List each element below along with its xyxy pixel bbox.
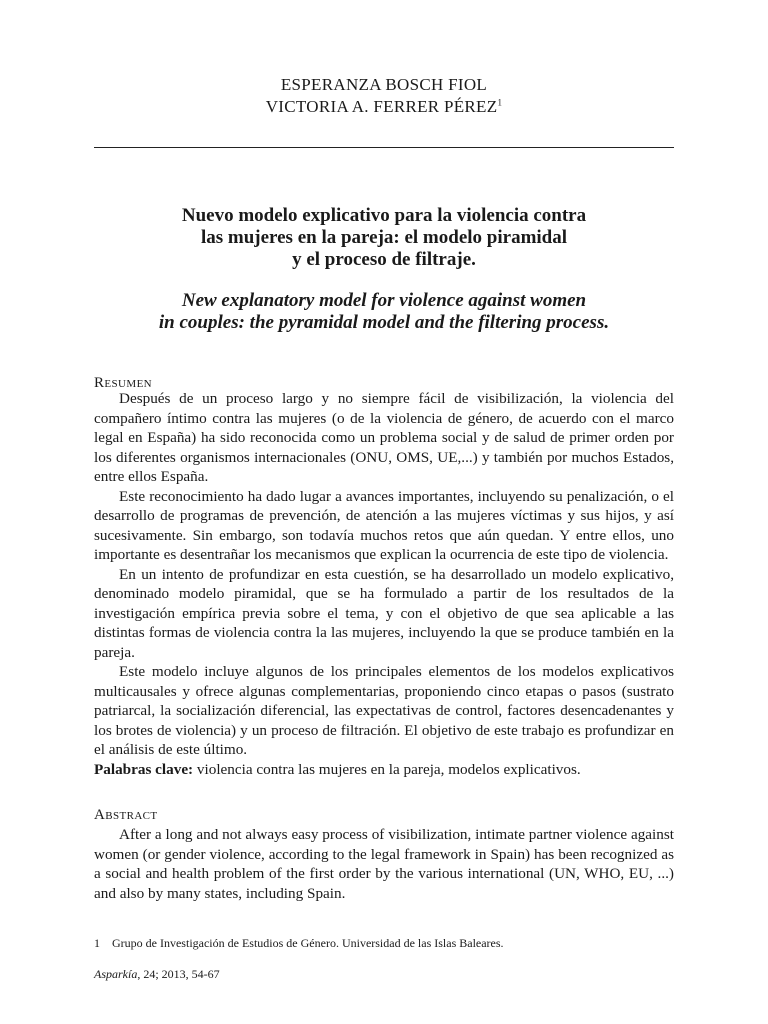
footnote-number: 1 bbox=[94, 936, 100, 950]
abstract-body bbox=[94, 825, 674, 903]
journal-citation bbox=[94, 967, 220, 982]
author-name bbox=[0, 96, 768, 118]
journal-name: Asparkía bbox=[94, 967, 138, 981]
footnote-marker[interactable]: 1 bbox=[497, 97, 503, 108]
paragraph: After a long and not always easy process of visibilization, intimate partner violence against women (or gender violence, according to the legal framework in Spain) has been recognized as a social and health problem of the first order by the various international (UN, WHO, EU, ...) and also by many states, including Spain. bbox=[94, 826, 674, 902]
paragraph: Este reconocimiento ha dado lugar a avances importantes, incluyendo su penalización, o el desarrollo de programas de prevención, de atención a las mujeres víctimas y sus hijos, y así sucesivamente. Sin embargo, son todavía muchos retos que aún quedan. Y entre ellos, uno importante es desentrañar los mecanismos que explican la ocurrencia de este tipo de violencia. bbox=[94, 487, 674, 563]
title-line: y el proceso de filtraje. bbox=[292, 249, 476, 270]
footnote-text: Grupo de Investigación de Estudios de Género. Universidad de las Islas Baleares. bbox=[112, 936, 504, 950]
paragraph: En un intento de profundizar en esta cuestión, se ha desarrollado un modelo explicativo, denominado modelo piramidal, que se ha formulado a partir de los resultados de la investigación empírica previa sobre el tema, y con el objetivo de que sea aplicable a las distintas formas de violencia contra la las mujeres, incluyendo la que se produce también en la pareja. bbox=[94, 565, 674, 661]
abstract-heading: Abstract bbox=[94, 807, 158, 823]
title-line: in couples: the pyramidal model and the filtering process. bbox=[158, 312, 610, 333]
header-divider bbox=[94, 147, 674, 148]
footnote bbox=[94, 936, 674, 951]
journal-issue: , 24; 2013, 54-67 bbox=[137, 967, 220, 981]
keywords-text: violencia contra las mujeres en la pareja, modelos explicativos. bbox=[193, 760, 581, 778]
author-block bbox=[0, 74, 768, 118]
paragraph: Este modelo incluye algunos de los principales elementos de los modelos explicativos multicausales y ofrece algunas complementarias, proponiendo cinco etapas o pasos (sustrato patriarcal, la socialización diferencial, las expectativas de control, factores desencadenantes y los brotes de violencia) y un proceso de filtración. El objetivo de este trabajo es profundizar en el análisis de este último. bbox=[94, 663, 674, 758]
title-english bbox=[94, 290, 674, 334]
author-name: ESPERANZA BOSCH FIOL bbox=[280, 75, 488, 94]
title-spanish bbox=[94, 205, 674, 271]
keywords-label: Palabras clave: bbox=[94, 760, 194, 778]
author-name-text: VICTORIA A. FERRER PÉREZ bbox=[265, 97, 498, 116]
resumen-body bbox=[94, 389, 674, 779]
title-line: las mujeres en la pareja: el modelo piramidal bbox=[200, 227, 568, 248]
keywords bbox=[94, 760, 674, 780]
title-line: New explanatory model for violence against women bbox=[181, 290, 587, 311]
resumen-heading: Resumen bbox=[94, 375, 153, 391]
title-line: Nuevo modelo explicativo para la violencia contra bbox=[181, 205, 587, 226]
paragraph: Después de un proceso largo y no siempre fácil de visibilización, la violencia del compañero íntimo contra las mujeres (o de la violencia de género, de acuerdo con el marco legal en España) ha sido reconocida como un problema social y de salud de primer orden por los diferentes organismos internacionales (ONU, OMS, UE,...) y también por muchos Estados, entre ellos España. bbox=[94, 390, 674, 485]
